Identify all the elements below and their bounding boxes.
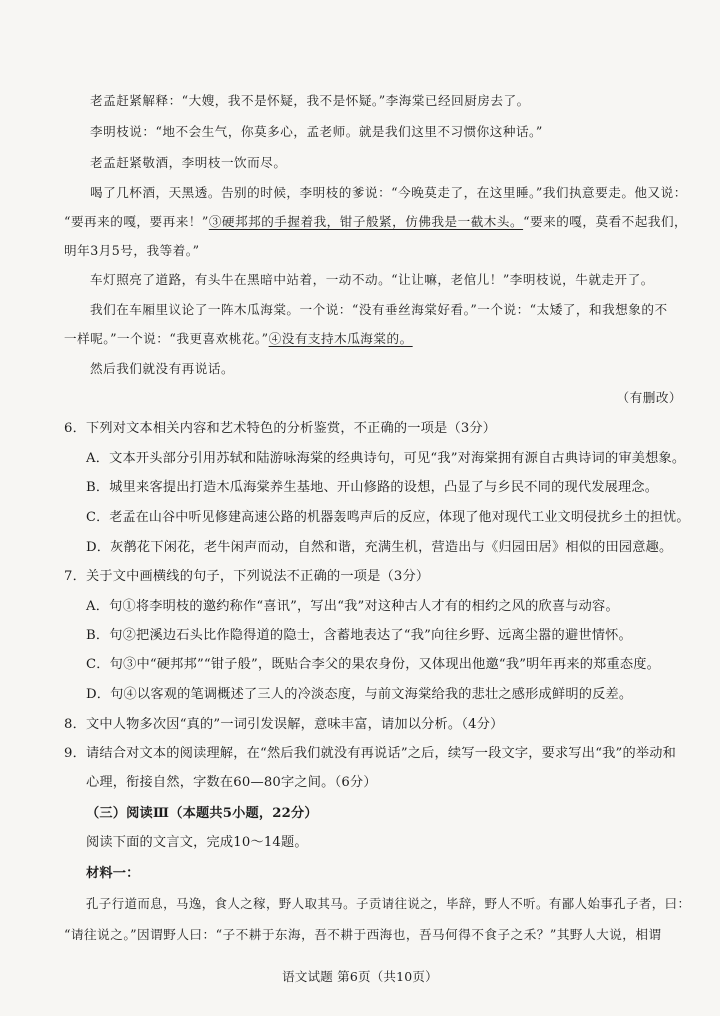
question-7-option-c: C．句③中“硬邦邦”“钳子般”，既贴合李父的果农身份，又体现出他邀“我”明年再来的郑重态度。	[86, 657, 661, 672]
classical-text-line-1: 孔子行道而息，马逸，食人之稼，野人取其马。子贡请往说之，毕辞，野人不听。有鄙人始事孔子者，曰：	[86, 896, 691, 911]
question-8: 8．文中人物多次因“真的”一词引发误解，意味丰富，请加以分析。（4分）	[64, 717, 504, 732]
underlined-sentence-4: ④没有支持木瓜海棠的。	[268, 331, 413, 346]
underlined-sentence-3: ③硬邦邦的手握着我，钳子般紧，仿佛我是一截木头。	[208, 214, 524, 229]
story-line-2: 李明枝说：“地不会生气，你莫多心，孟老师。就是我们这里不习惯你这种话。”	[90, 124, 543, 139]
question-9-line-2: 心理，衔接自然，字数在60—80字之间。（6分）	[86, 775, 377, 790]
story-line-4: 喝了几杯酒，天黑透。告别的时候，李明枝的爹说：“今晚莫走了，在这里睡。”我们执意要走。他又说：	[90, 185, 687, 200]
question-9-line-1: 9．请结合对文本的阅读理解，在“然后我们就没有再说话”之后，续写一段文字，要求写出“我”的举动和	[64, 746, 677, 761]
story-line-3: 老孟赶紧敬酒，李明枝一饮而尽。	[90, 155, 287, 170]
story-line-5	[64, 213, 687, 231]
question-7-stem: 7．关于文中画横线的句子，下列说法不正确的一项是（3分）	[64, 569, 430, 584]
source-note: （有删改）	[616, 390, 682, 405]
story-line-9	[64, 330, 413, 348]
question-6-option-a: A．文本开头部分引用苏轼和陆游咏海棠的经典诗句，可见“我”对海棠拥有源自古典诗词的审美想象。	[86, 451, 686, 466]
section-3-instruction: 阅读下面的文言文，完成10～14题。	[86, 835, 308, 850]
question-6-stem: 6．下列对文本相关内容和艺术特色的分析鉴赏，不正确的一项是（3分）	[64, 421, 497, 436]
story-line-6: 明年3月5号，我等着。”	[64, 243, 200, 258]
story-line-1: 老孟赶紧解释：“大嫂，我不是怀疑，我不是怀疑。”李海棠已经回厨房去了。	[90, 93, 530, 108]
story-line-9-text: 一样呢。”一个说：“我更喜欢桃花。”	[64, 331, 269, 346]
question-6-option-c: C．老孟在山谷中听见修建高速公路的机器轰鸣声后的反应，体现了他对现代工业文明侵扰乡土的担忧。	[86, 510, 690, 525]
story-line-7: 车灯照亮了道路，有头牛在黑暗中站着，一动不动。“让让嘛，老倌儿！”李明枝说，牛就走开了。	[90, 272, 654, 287]
story-line-8: 我们在车厢里议论了一阵木瓜海棠。一个说：“没有垂丝海棠好看。”一个说：“太矮了，和我想象的不	[90, 302, 668, 317]
page-footer: 语文试题 第6页（共10页）	[282, 969, 438, 984]
classical-text-line-2: “请往说之。”因谓野人曰：“子不耕于东海，吾不耕于西海也，吾马何得不食子之禾？”其野人大说，相谓	[64, 927, 662, 942]
section-3-heading: （三）阅读Ⅲ（本题共5小题，22分）	[86, 806, 318, 821]
question-7-option-d: D．句④以客观的笔调概述了三人的冷淡态度，与前文海棠给我的悲壮之感形成鲜明的反差。	[86, 687, 633, 702]
story-line-5-tail: “要来的嘎，莫看不起我们，	[523, 214, 688, 229]
question-6-option-d: D．灰鹡花下闲花，老牛闲声而动，自然和谐，充满生机，营造出与《归园田居》相似的田园意趣。	[86, 540, 673, 555]
material-1-label: 材料一：	[86, 866, 140, 881]
story-line-5-text: “要再来的嘎，要再来！”	[64, 214, 209, 229]
question-7-option-a: A．句①将李明枝的邀约称作“喜讯”，写出“我”对这种古人才有的相约之风的欣喜与动容。	[86, 599, 619, 614]
question-7-option-b: B．句②把溪边石头比作隐得道的隐士，含蓄地表达了“我”向往乡野、远离尘嚣的避世情怀。	[86, 628, 632, 643]
question-6-option-b: B．城里来客提出打造木瓜海棠养生基地、开山修路的设想，凸显了与乡民不同的现代发展理念。	[86, 480, 659, 495]
story-line-10: 然后我们就没有再说话。	[90, 361, 235, 376]
